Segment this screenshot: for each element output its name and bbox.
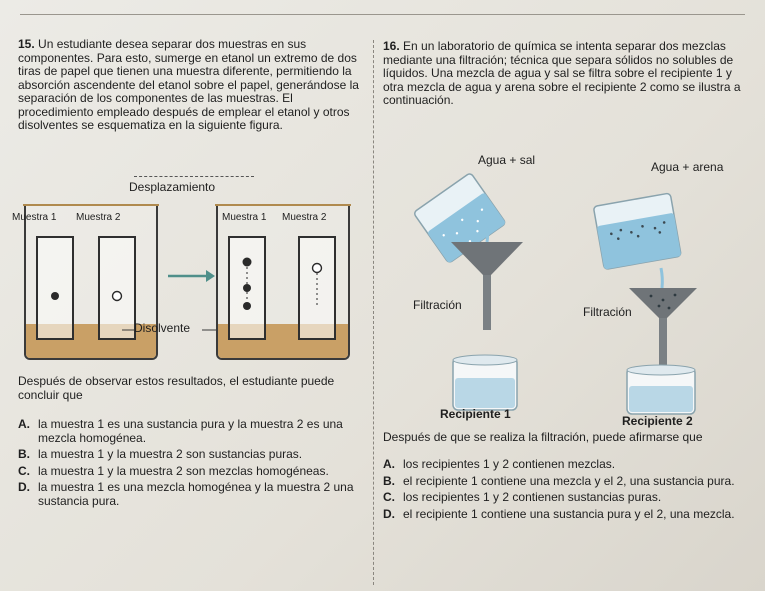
mix2-label: Agua + arena (651, 160, 724, 174)
mix1-label: Agua + sal (478, 153, 536, 167)
beaker-after-sample1-label: Muestra 1 (222, 212, 267, 223)
question-16-stem (383, 40, 745, 108)
recipient2-label: Recipiente 2 (622, 414, 693, 428)
solvent-pointer-right (202, 325, 222, 335)
beaker-before-sample1-label: Muestra 1 (12, 212, 57, 223)
funnel-1 (451, 242, 523, 275)
question-15-answers (18, 374, 363, 511)
sample-1-spot-before (51, 292, 59, 300)
q16-option-d-letter: D. (383, 506, 395, 521)
q15-option-a-text: la muestra 1 es una sustancia pura y la muestra 2 es una mezcla homogénea. (38, 417, 343, 445)
sample-1-spot-bottom (243, 302, 251, 310)
beaker-before-sample2-label: Muestra 2 (76, 212, 121, 223)
question-16-number: 16. (383, 39, 400, 53)
top-rule (20, 14, 745, 15)
recipient1-label: Recipiente 1 (440, 407, 511, 421)
sample-spots-after (218, 206, 348, 358)
q16-option-d[interactable] (383, 508, 745, 522)
q16-option-b[interactable] (383, 475, 745, 489)
q16-option-b-text: el recipiente 1 contiene una mezcla y el 2, una sustancia pura. (403, 473, 735, 488)
beaker-after-sample2-label: Muestra 2 (282, 212, 327, 223)
question-16-text: En un laboratorio de química se intenta separar dos mezclas mediante una filtración; técnica que separa sólidos no solubles de líquidos. Una mezcla de agua y sal se filtra sobre el recipiente 1 y otra mezcla de agua y arena sobre el recipiente 2 como se ilustra a continuación. (383, 39, 741, 107)
q16-option-a-letter: A. (383, 457, 395, 471)
sample-spots-before (26, 206, 156, 358)
sample-1-spot-middle (243, 284, 251, 292)
q15-option-d-letter: D. (18, 480, 30, 494)
q15-option-b[interactable] (18, 448, 363, 462)
q16-option-c-text: los recipientes 1 y 2 contienen sustancias puras. (403, 490, 662, 504)
movement-dashed-line (134, 176, 254, 177)
beaker-before (12, 206, 158, 360)
pouring-beaker-2 (593, 193, 681, 270)
q15-option-d[interactable] (18, 481, 363, 508)
q15-option-b-letter: B. (18, 447, 30, 461)
sample-1-spot-top (243, 258, 252, 267)
q15-option-c-text: la muestra 1 y la muestra 2 son mezclas homogéneas. (38, 463, 329, 478)
q15-option-a-letter: A. (18, 417, 30, 431)
q16-option-a-text: los recipientes 1 y 2 contienen mezclas. (403, 457, 616, 471)
q16-option-a[interactable] (383, 458, 745, 472)
q15-option-c-letter: C. (18, 463, 30, 478)
question-16-lead: Después de que se realiza la filtración, puede afirmarse que (383, 430, 703, 444)
question-16-answers (383, 430, 745, 524)
filtration-illustration (383, 150, 745, 420)
filter1-label: Filtración (413, 298, 462, 312)
question-15-text: Un estudiante desea separar dos muestras en sus componentes. Para esto, sumerge en etanol un extremo de dos tiras de papel que tienen una muestra diferente, permitiendo la absorción ascendente del etanol sobre el papel, generándose la separación de los componentes de las muestras. El procedimiento empleado después de emplear el etanol y otros disolventes se esquematiza en la siguiente figura. (18, 37, 359, 132)
question-15-lead: Después de observar estos resultados, el estudiante puede concluir que (18, 374, 335, 402)
q16-option-c-letter: C. (383, 490, 395, 504)
q16-option-c[interactable] (383, 491, 745, 505)
arrow-right-icon (166, 269, 216, 283)
sample-2-spot-before (113, 292, 122, 301)
q15-option-b-text: la muestra 1 y la muestra 2 son sustancias puras. (38, 447, 303, 461)
question-15-number: 15. (18, 37, 35, 51)
movement-label: Desplazamiento (129, 180, 216, 194)
q15-option-a[interactable] (18, 418, 363, 445)
question-15 (18, 38, 368, 133)
q15-option-d-text: la muestra 1 es una mezcla homogénea y la muestra 2 una sustancia pura. (38, 480, 354, 508)
sample-2-spot-after (313, 264, 322, 273)
funnel-2 (629, 288, 697, 318)
q15-option-c[interactable] (18, 465, 363, 479)
filtration-diagram (383, 150, 745, 420)
q16-option-b-letter: B. (383, 473, 395, 488)
question-15-stem (18, 38, 368, 133)
filter2-label: Filtración (583, 305, 632, 319)
question-16 (383, 40, 745, 108)
beaker-after (216, 206, 350, 360)
chromatography-diagram (12, 172, 354, 367)
solvent-label: Disolvente (134, 321, 191, 335)
q16-option-d-text: el recipiente 1 contiene una sustancia pura y el 2, una mezcla. (403, 506, 735, 521)
column-divider (373, 40, 374, 585)
